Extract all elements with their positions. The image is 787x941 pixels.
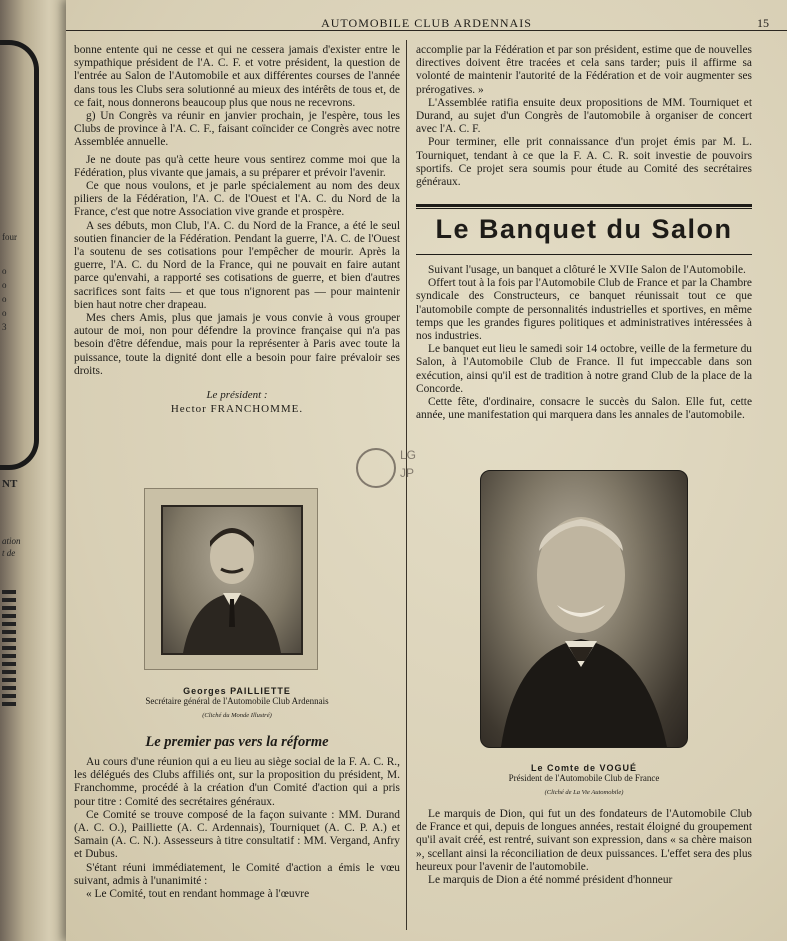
portrait-figure-icon [481,471,687,747]
margin-fragment: t de [2,548,16,558]
paragraph: Le banquet eut lieu le samedi soir 14 octobre, veille de la fermeture du Salon, à l'Automobile Club de France. Il fut impeccable dans son exécution, ainsi qu'il est de tradition à notre grand Club de la place de la Concorde. [416,343,752,395]
caption-name: Le Comte de VOGUÉ [530,763,637,773]
paragraph: Ce Comité se trouve composé de la façon suivante : MM. Durand (A. C. O.), Pailliette (A. C. Ardennais), Tourniquet (A. C. P. A.) et Samain (A. C. N.). Assesseurs à titre consultatif : MM. Vergand, Anfry et Dubus. [74,808,400,861]
margin-fragment: ation [2,536,21,546]
section-rule [416,204,752,207]
caption-name: Georges PAILLIETTE [183,686,291,696]
photo-caption [416,763,752,796]
paragraph: Suivant l'usage, un banquet a clôturé le XVIIe Salon de l'Automobile. [428,264,746,276]
margin-fragment: 3 [2,322,7,332]
paragraph: Le marquis de Dion a été nommé président d'honneur [428,874,673,887]
portrait-image [161,505,303,655]
signature-role: Le président : [206,389,268,402]
paragraph: A ses débuts, mon Club, l'A. C. du Nord de la France, a été le seul soutien financier de la Fédération. Pendant la guerre, l'A. C. de l'Ouest l'a soutenu de ses cotisations pour l'empêcher de mourir. Après la guerre, l'A. C. du Nord de la France, qui ne pouvait en faire autant parce qu'envahi, a rapporté ses cotisations de guerre, et bien d'autres sacrifices sont faits — et que tous n'ignorent pas — pour maintenir bien haut notre cher drapeau. [74,219,400,311]
caption-role: Président de l'Automobile Club de France [508,773,660,783]
stamp-text: LG [400,448,417,462]
decorative-dots [2,590,16,710]
library-stamp [356,448,434,492]
left-column-lower [74,756,400,901]
adjacent-page-edge [0,0,70,941]
stamp-text: JP [400,466,415,480]
margin-fragment: NT [2,478,18,490]
paragraph: « Le Comité, tout en rendant hommage à l'œuvre [86,888,310,901]
signature-block [74,388,400,416]
photo-credit: (Cliché de La Vie Automobile) [544,789,624,796]
banquet-article [416,264,752,422]
page-header [66,8,787,31]
margin-fragment: o [2,294,7,304]
right-column [416,44,752,189]
running-title: AUTOMOBILE CLUB ARDENNAIS [321,16,532,30]
decorative-frame [0,40,39,470]
stamp-circle-icon [356,448,396,488]
margin-fragment: o [2,266,7,276]
paragraph: Je ne doute pas qu'à cette heure vous sentirez comme moi que la Fédération, plus vivante que jamais, a su préparer et prévoir l'avenir. [74,153,400,179]
page-number: 15 [757,16,769,30]
paragraph: accomplie par la Fédération et par son président, estime que de nouvelles directives doivent être tracées et cela sans tarder; puis il affirme sa volonté de maintenir l'autorité de la Fédération et de voir augmenter ses prérogatives. » [416,44,752,96]
photo-caption [74,686,400,719]
portrait-figure-icon [163,507,301,653]
paragraph: S'étant réuni immédiatement, le Comité d'action a émis le vœu suivant, admis à l'unanimité : [74,861,400,887]
photo-credit: (Cliché du Monde Illustré) [202,712,272,719]
margin-fragment: o [2,308,7,318]
margin-fragment: four [2,232,17,242]
paragraph: Cette fête, d'ordinaire, consacre le succès du Salon. Elle fut, cette année, une manifestation qui marquera dans les annales de l'automobile. [416,396,752,422]
paragraph: Le marquis de Dion, qui fut un des fondateurs de l'Automobile Club de France et qui, depuis de longues années, restait éloigné du groupement qu'il avait créé, est rentré, suivant son expression, dans « sa chère maison », scellant ainsi la réconciliation de deux puissances. L'effet sera des plus heureux pour l'avenir de l'automobile. [416,808,752,873]
paragraph: g) Un Congrès va réunir en janvier prochain, je l'espère, tous les Clubs de province à l'A. C. F., faisant coïncider ce Congrès avec notre Assemblée annuelle. [74,110,400,149]
paragraph: L'Assemblée ratifia ensuite deux propositions de MM. Tourniquet et Durand, au sujet d'un Congrès de l'automobile à organiser de concert avec l'A. C. F. [416,96,752,136]
paragraph: Mes chers Amis, plus que jamais je vous convie à vous grouper autour de moi, non pour défendre la province française qui n'a pas besoin d'être défendue, mais pour la représenter à Paris avec toute la puissance, toute la dignité dont elle a besoin pour faire prévaloir ses droits. [74,312,400,377]
magazine-page [66,0,787,941]
portrait-photo-pailliette [144,488,318,670]
section-rule [416,208,752,209]
right-column-lower [416,808,752,887]
signature-name: Hector FRANCHOMME. [170,403,304,416]
section-heading: Le premier pas vers la réforme [145,734,329,750]
section-rule [416,254,752,255]
portrait-photo-vogue [480,470,688,748]
paragraph: Au cours d'une réunion qui a eu lieu au siège social de la F. A. C. R., les délégués des Clubs affiliés ont, sur la proposition du président, M. Franchomme, procédé à la création d'un Comité d'action qui a pris pour titre : Comité des secrétaires généraux. [74,756,400,808]
paragraph: bonne entente qui ne cesse et qui ne cessera jamais d'exister entre le sympathique président de l'A. C. F. et votre président, la question de l'entrée au Salon de l'Automobile et aux différentes courses de l'année dans tous les Clubs sera solutionné au mieux des intérêts de tous et, de ce fait, nous donnerons beaucoup plus que nous ne recevrons. [74,44,400,109]
paragraph: Pour terminer, elle prit connaissance d'un projet émis par M. L. Tourniquet, tendant à ce que la F. A. C. R. soit investie de pouvoirs sportifs. Ce projet sera soumis pour étude au Comité des secrétaires généraux. [416,136,752,189]
paragraph: Ce que nous voulons, et je parle spécialement au nom des deux piliers de la Fédération, l'A. C. de l'Ouest et l'A. C. du Nord de la France, c'est que notre Association vive grande et prospère. [74,180,400,219]
margin-fragment: o [2,280,7,290]
caption-role: Secrétaire général de l'Automobile Club Ardennais [145,696,329,706]
paragraph: Offert tout à la fois par l'Automobile Club de France et par la Chambre syndicale des Constructeurs, ce banquet réunissait tout ce que l'automobile compte de personnalités industrielles et sportives, en même temps que les grandes figures politiques et administratives intéressées à nos industries. [416,277,752,343]
article-title: Le Banquet du Salon [435,214,733,244]
left-column [74,44,400,416]
